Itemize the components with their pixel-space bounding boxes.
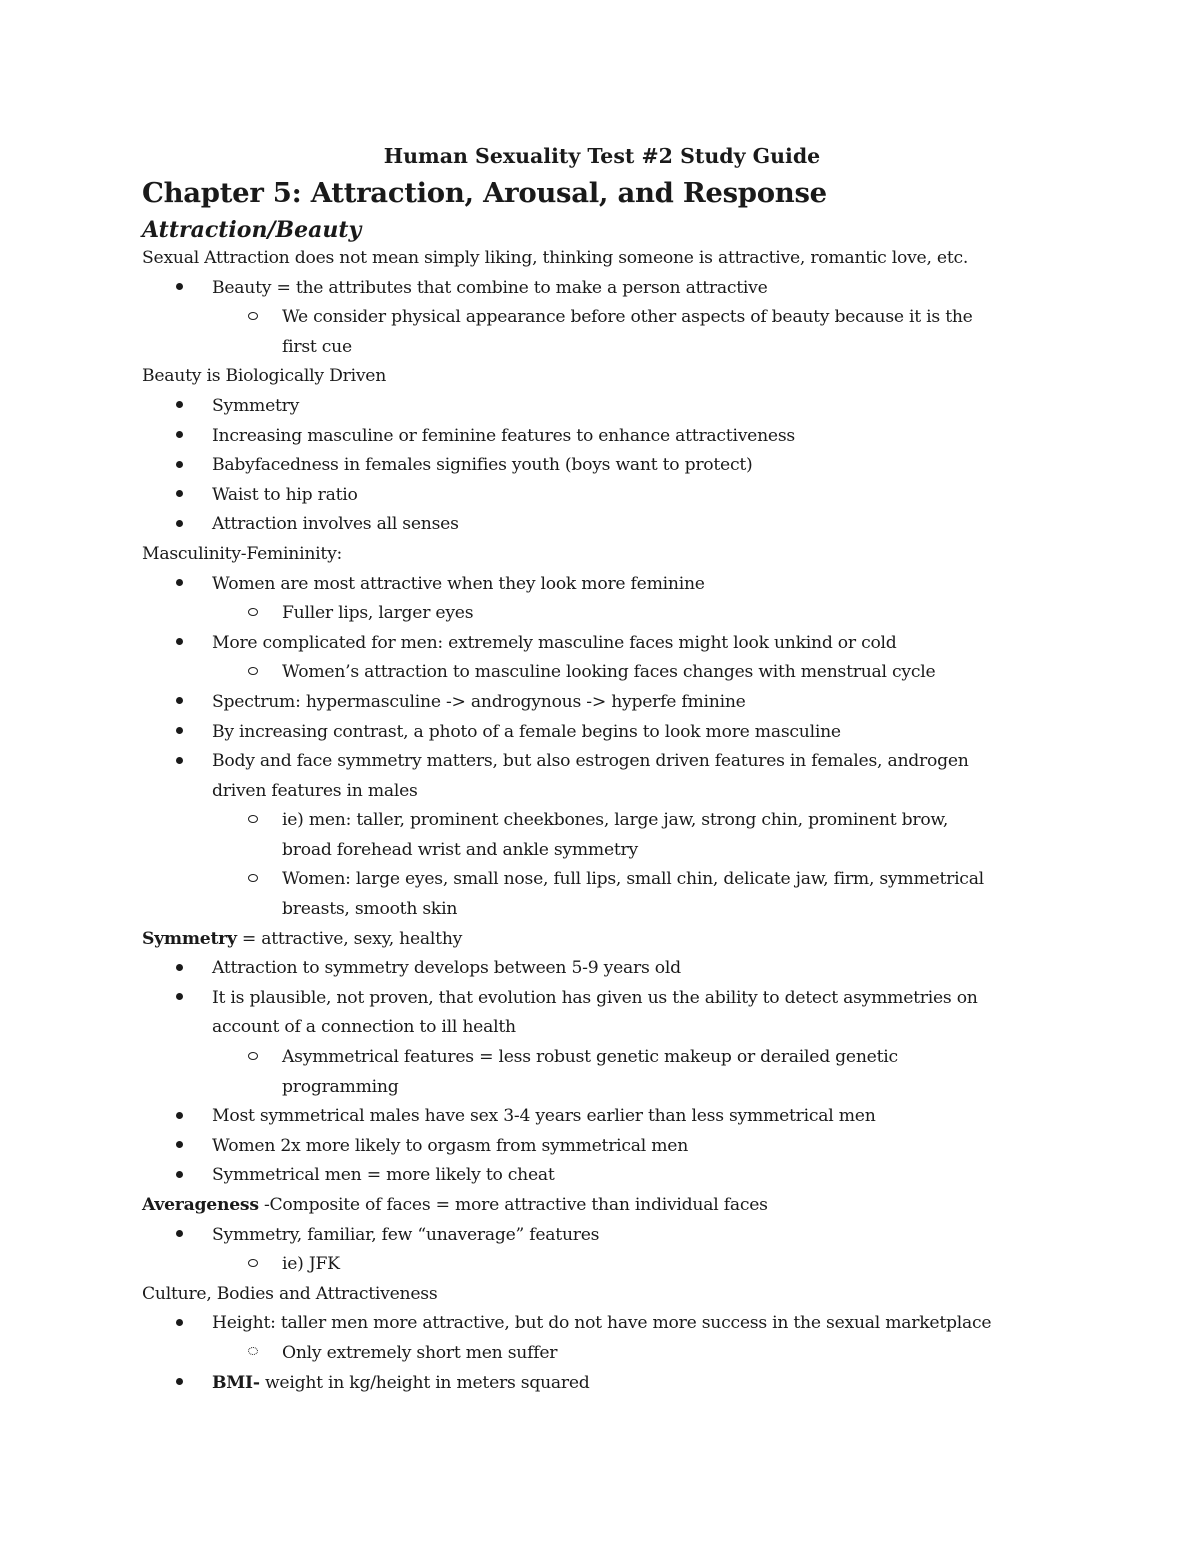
list-item: Babyfacedness in females signifies youth (boys want to protect) — [142, 451, 1062, 481]
bullet-dot-icon — [176, 688, 183, 718]
bullet-dot-icon — [176, 954, 183, 984]
term: Symmetry — [142, 928, 237, 949]
bullet-circle-icon — [248, 865, 258, 895]
list-item: Increasing masculine or feminine features to enhance attractiveness — [142, 422, 1062, 452]
bullet-dot-icon — [176, 1161, 183, 1191]
list-item — [142, 1369, 1062, 1399]
chapter-heading: Chapter 5: Attraction, Arousal, and Response — [142, 177, 827, 209]
sub-list-item-continuation: first cue — [282, 336, 352, 357]
bullet-dot-icon — [176, 747, 183, 777]
sub-list-item-continuation: breasts, smooth skin — [282, 899, 458, 920]
bullet-circle-icon — [248, 599, 258, 629]
bullet-dot-icon — [176, 1132, 183, 1162]
sub-list-item-continuation: programming — [282, 1076, 399, 1097]
sub-list-item: Women: large eyes, small nose, full lips, small chin, delicate jaw, firm, symmetrical — [142, 865, 1062, 895]
list-item: Body and face symmetry matters, but also estrogen driven features in females, androgen — [142, 747, 1062, 777]
list-item: Beauty = the attributes that combine to make a person attractive — [142, 274, 1062, 304]
document-page — [142, 140, 1062, 1398]
term: Averageness — [142, 1195, 259, 1215]
term: BMI- — [212, 1372, 260, 1393]
bullet-circle-icon — [248, 806, 258, 836]
list-item: Attraction to symmetry develops between 5-9 years old — [142, 954, 1062, 984]
list-item: Most symmetrical males have sex 3-4 years earlier than less symmetrical men — [142, 1102, 1062, 1132]
section-label — [142, 925, 1062, 955]
paragraph: Sexual Attraction does not mean simply liking, thinking someone is attractive, romantic love, etc. — [142, 248, 969, 268]
bullet-circle-icon — [248, 303, 258, 333]
sub-list-item: ie) JFK — [142, 1250, 1062, 1280]
section-label: Culture, Bodies and Attractiveness — [142, 1283, 438, 1304]
list-item: Spectrum: hypermasculine -> androgynous -> hyperfe fminine — [142, 688, 1062, 718]
definition: = attractive, sexy, healthy — [236, 928, 463, 949]
list-item-continuation: account of a connection to ill health — [212, 1017, 516, 1038]
bullet-circle-icon — [248, 1250, 258, 1280]
list-item: Attraction involves all senses — [142, 510, 1062, 540]
bullet-circle-icon — [248, 1043, 258, 1073]
section-label — [142, 1191, 1062, 1221]
bullet-dot-icon — [176, 510, 183, 540]
bullet-dot-icon — [176, 481, 183, 511]
list-item: By increasing contrast, a photo of a female begins to look more masculine — [142, 718, 1062, 748]
section-subheading: Attraction/Beauty — [142, 217, 362, 243]
list-item: Women 2x more likely to orgasm from symmetrical men — [142, 1132, 1062, 1162]
bullet-dot-icon — [176, 392, 183, 422]
bullet-dot-icon — [176, 1221, 183, 1251]
bullet-dot-icon — [176, 570, 183, 600]
list-item: Women are most attractive when they look more feminine — [142, 570, 1062, 600]
list-item: Symmetry — [142, 392, 1062, 422]
sub-list-item: Only extremely short men suffer — [142, 1339, 1062, 1369]
bullet-dot-icon — [176, 451, 183, 481]
bullet-circle-icon — [248, 1339, 258, 1369]
bullet-dot-icon — [176, 984, 183, 1014]
bullet-dot-icon — [176, 718, 183, 748]
bullet-dot-icon — [176, 274, 183, 304]
list-item-continuation: driven features in males — [212, 780, 418, 801]
bullet-dot-icon — [176, 1369, 183, 1399]
list-item: Symmetry, familiar, few “unaverage” features — [142, 1221, 1062, 1251]
sub-list-item: Asymmetrical features = less robust genetic makeup or derailed genetic — [142, 1043, 1062, 1073]
bullet-dot-icon — [176, 1102, 183, 1132]
bullet-circle-icon — [248, 658, 258, 688]
sub-list-item: Women’s attraction to masculine looking faces changes with menstrual cycle — [142, 658, 1062, 688]
bullet-dot-icon — [176, 422, 183, 452]
bullet-dot-icon — [176, 629, 183, 659]
list-item: More complicated for men: extremely masculine faces might look unkind or cold — [142, 629, 1062, 659]
definition: weight in kg/height in meters squared — [259, 1372, 590, 1393]
section-label: Beauty is Biologically Driven — [142, 366, 387, 387]
document-title: Human Sexuality Test #2 Study Guide — [383, 144, 821, 168]
definition: -Composite of faces = more attractive than individual faces — [258, 1195, 768, 1215]
section-label: Masculinity-Femininity: — [142, 543, 343, 564]
list-item: Symmetrical men = more likely to cheat — [142, 1161, 1062, 1191]
list-item: It is plausible, not proven, that evolution has given us the ability to detect asymmetries on — [142, 984, 1062, 1014]
sub-list-item-continuation: broad forehead wrist and ankle symmetry — [282, 839, 638, 860]
list-item: Height: taller men more attractive, but do not have more success in the sexual marketplace — [142, 1309, 1062, 1339]
sub-list-item: Fuller lips, larger eyes — [142, 599, 1062, 629]
bullet-dot-icon — [176, 1309, 183, 1339]
sub-list-item: We consider physical appearance before other aspects of beauty because it is the — [142, 303, 1062, 333]
list-item: Waist to hip ratio — [142, 481, 1062, 511]
sub-list-item: ie) men: taller, prominent cheekbones, large jaw, strong chin, prominent brow, — [142, 806, 1062, 836]
